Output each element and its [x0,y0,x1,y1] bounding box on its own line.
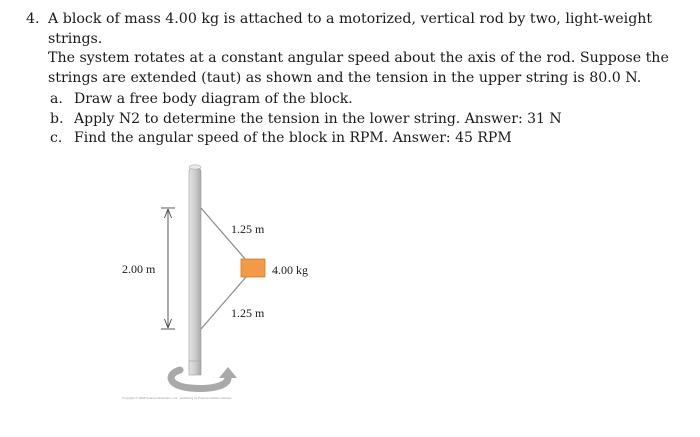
part-c [50,129,670,149]
problem-number: 4. [26,11,40,27]
mass-label: 4.00 kg [272,263,308,277]
block-mass [241,259,265,277]
part-c-label: c. [50,130,63,146]
lower-string [201,277,246,329]
rod-base-front [189,361,201,375]
statement-line-3: strings are extended (taut) as shown and the tension in the upper string is 80.0 N. [48,69,642,86]
vertical-rod [189,166,201,374]
statement-line-2: The system rotates at a constant angular speed about the axis of the rod. Suppose the [48,50,669,66]
problem-statement [48,10,688,88]
upper-string-length-label: 1.25 m [231,222,265,236]
statement-line-1: A block of mass 4.00 kg is attached to a motorized, vertical rod by two, light-weight strings. [48,11,653,47]
problem-parts [50,90,670,149]
rotation-arrowhead-icon [219,367,237,378]
rod-top-cap [189,165,201,169]
part-a-label: a. [50,91,63,107]
height-label: 2.00 m [122,262,156,276]
part-b-text: Apply N2 to determine the tension in the lower string. Answer: 31 N [74,110,562,127]
part-c-text: Find the angular speed of the block in RPM. Answer: 45 RPM [74,130,512,146]
rotating-block-figure [110,156,330,406]
part-b [50,110,670,130]
part-a [50,90,670,110]
part-a-text: Draw a free body diagram of the block. [74,91,353,107]
part-b-label: b. [50,110,64,127]
figure-copyright: Copyright © 2008 Pearson Education, Inc., publishing as Pearson Addison-Wesley. [122,396,233,400]
lower-string-length-label: 1.25 m [231,306,265,320]
figure-svg [110,156,330,406]
